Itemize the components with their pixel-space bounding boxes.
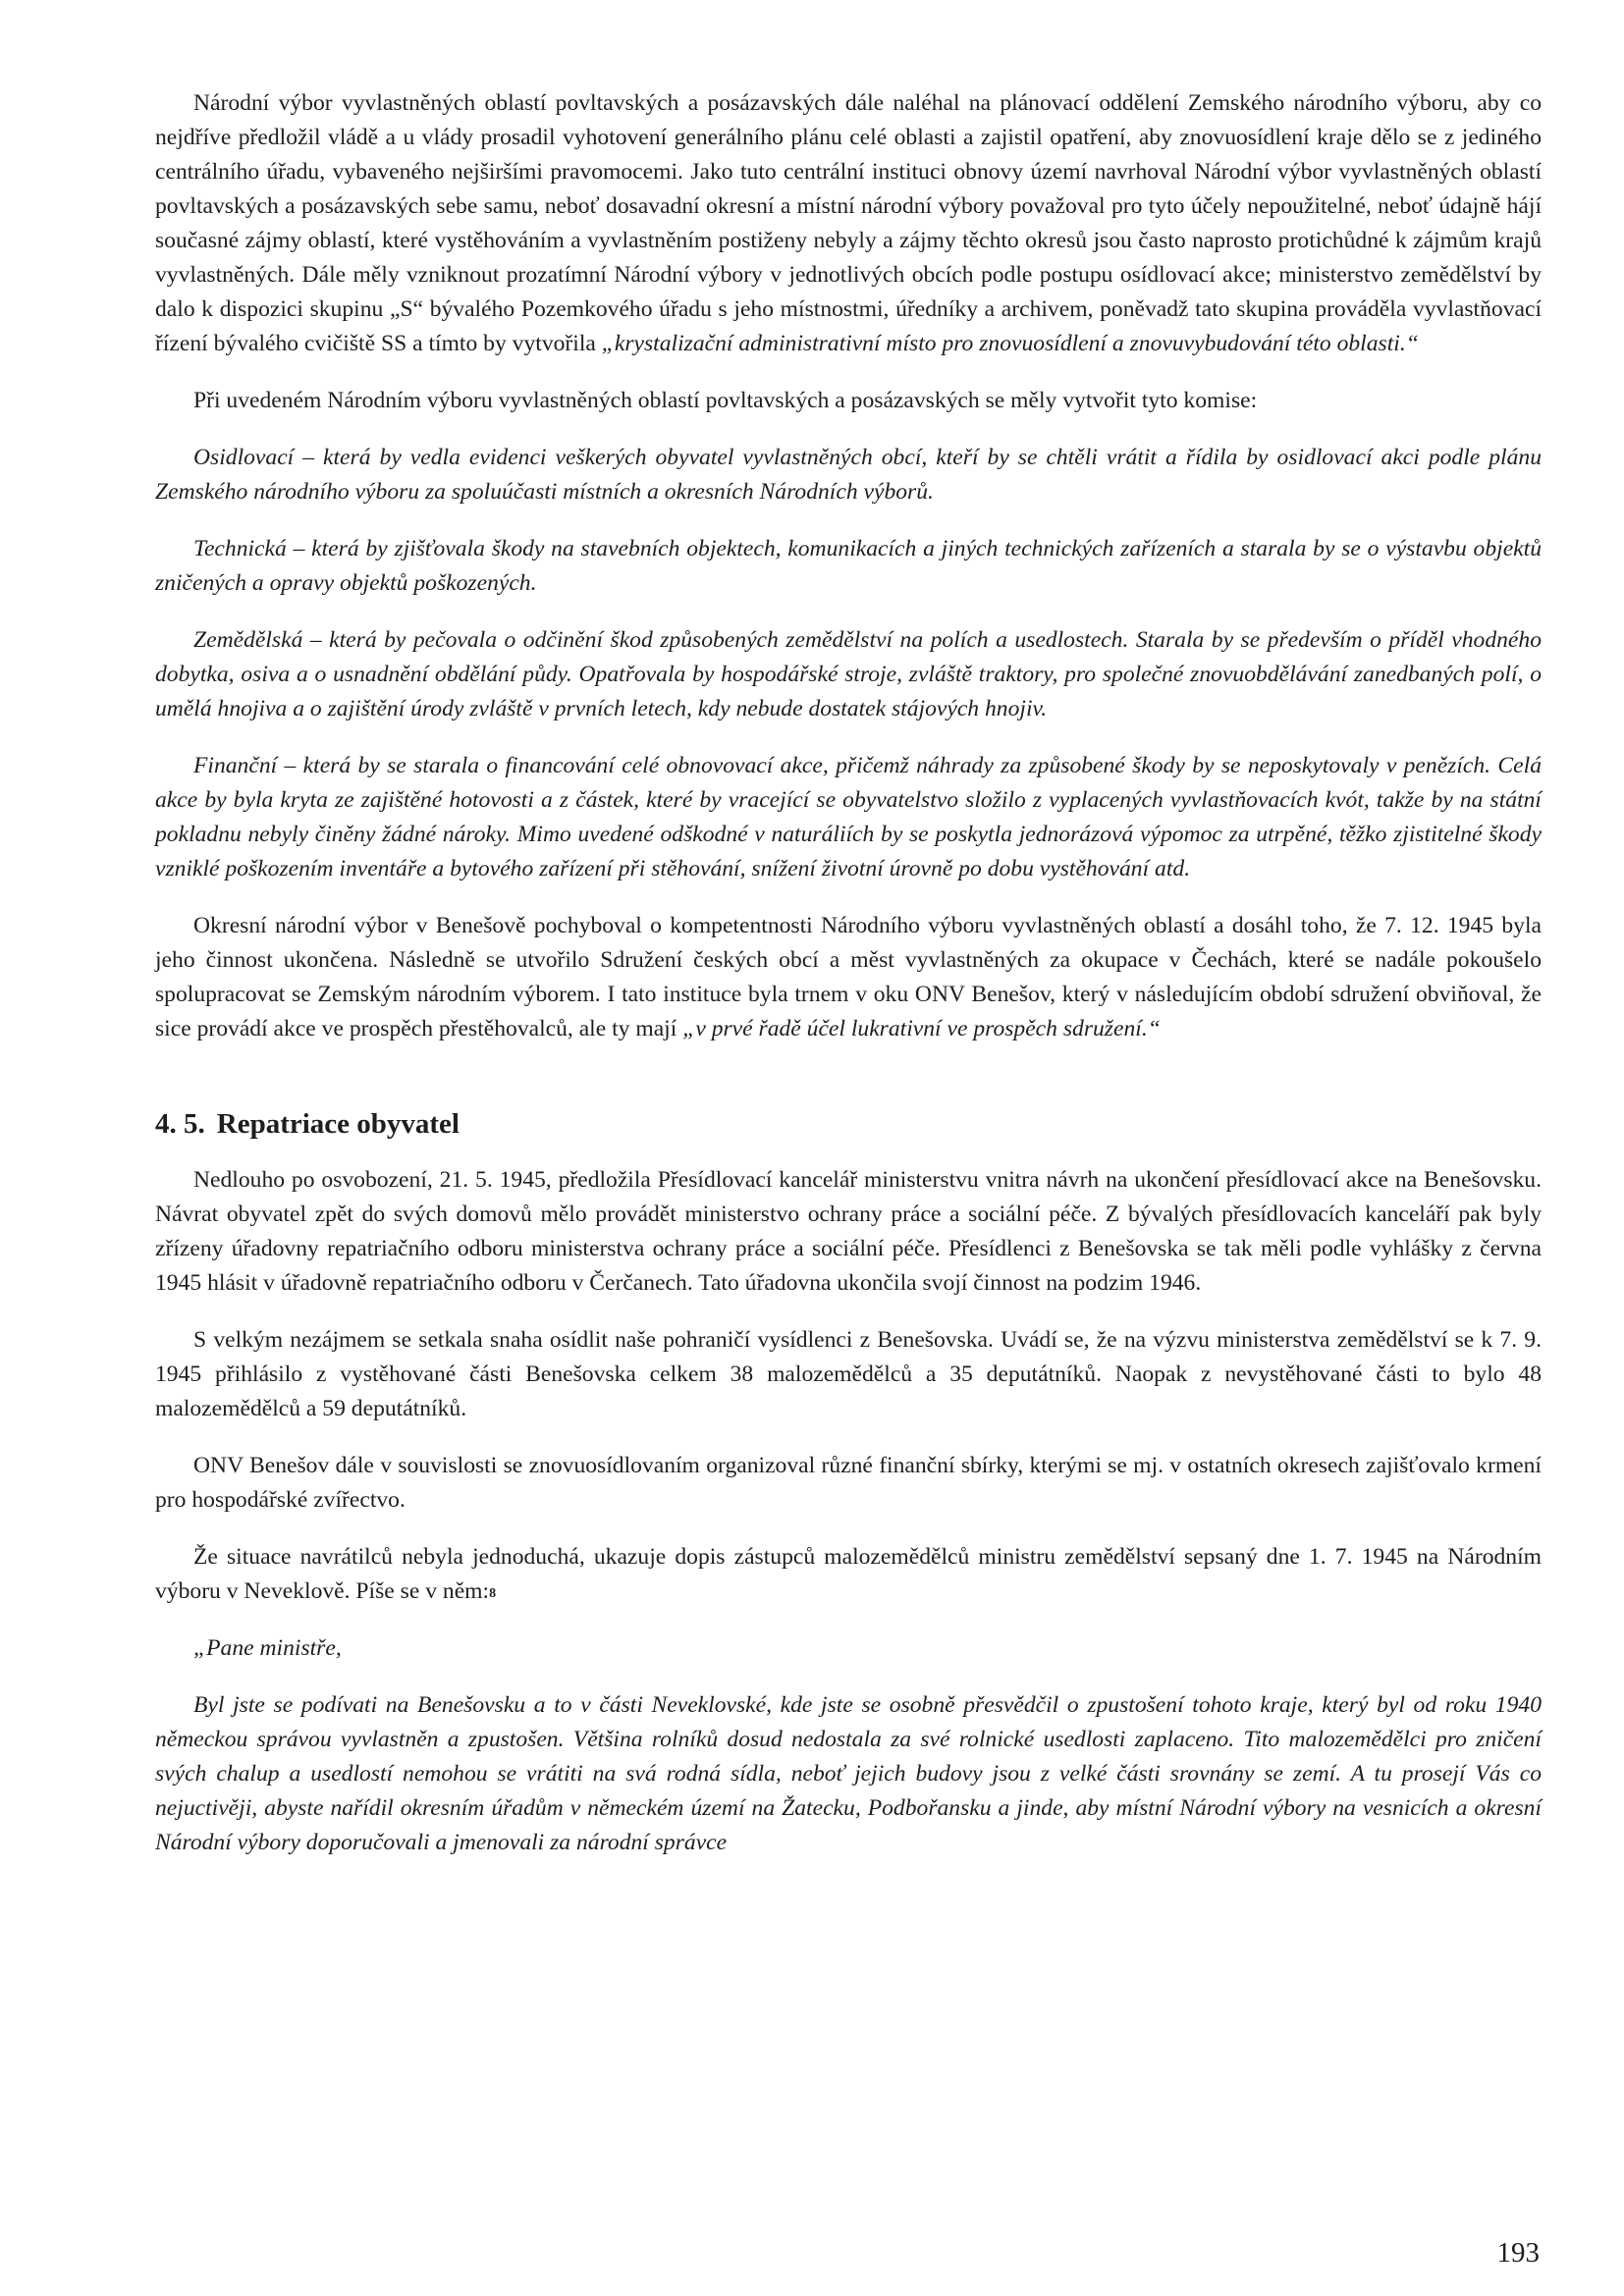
section-title: Repatriace obyvatel	[216, 1108, 460, 1140]
document-page	[155, 86, 1542, 1883]
section-number: 4. 5.	[155, 1108, 205, 1140]
commission-technical: Technická – která by zjišťovala škody na stavebních objektech, komunikacích a jiných technických zařízeních a starala by se o výstavbu objektů zničených a opravy objektů poškozených.	[155, 536, 1542, 596]
paragraph-text: Okresní národní výbor v Benešově pochyboval o kompetentnosti Národního výboru vyvlastněných oblastí a dosáhl toho, že 7. 12. 1945 byla jeho činnost ukončena. Následně se utvořilo Sdružení českých obcí a měst vyvlastněných za okupace v Čechách, které se nadále pokoušelo spolupracovat se Zemským národním výborem. I tato instituce byla trnem v oku ONV Benešov, který v následujícím období sdružení obviňoval, že sice provádí akce ve prospěch přestěhovalců, ale ty mají	[155, 913, 1542, 1041]
footnote-marker[interactable]: 8	[489, 1586, 497, 1601]
quoted-text: „v prvé řadě účel lukrativní ve prospěch sdružení.“	[682, 1016, 1161, 1041]
quoted-text: „krystalizační administrativní místo pro znovuosídlení a znovuvybudování této oblasti.“	[601, 331, 1419, 356]
commission-settlement: Osidlovací – která by vedla evidenci veškerých obyvatel vyvlastněných obcí, kteří by se chtěli vrátit a řídila by osidlovací akci podle plánu Zemského národního výboru za spoluúčasti místních a okresních Národních výborů.	[155, 445, 1542, 505]
paragraph-commissions-intro: Při uvedeném Národním výboru vyvlastněných oblastí povltavských a posázavských se měly vytvořit tyto komise:	[193, 388, 1258, 413]
letter-body: Byl jste se podívati na Benešovsku a to v části Neveklovské, kde jste se osobně přesvědčil o zpustošení tohoto kraje, který byl od roku 1940 německou správou vyvlastněn a zpustošen. Většina rolníků dosud nedostala za své rolnické usedlosti zaplaceno. Tito malozemědělci pro zničení svých chalup a usedlostí nemohou se vrátiti na svá rodná sídla, neboť jejich budovy jsou z velké části srovnány se zemí. A tu prosejí Vás co nejuctivěji, abyste nařídil okresním úřadům v německém území na Žatecku, Podbořansku a jinde, aby místní Národní výbory na vesnicích a okresní Národní výbory doporučovali a jmenovali za národní správce	[155, 1692, 1542, 1855]
letter-salutation: „Pane ministře,	[193, 1635, 342, 1661]
paragraph-onv-benesov	[155, 909, 1542, 1046]
section-heading	[155, 1106, 1542, 1142]
paragraph-text: Že situace navrátilců nebyla jednoduchá, ukazuje dopis zástupců malozemědělců ministru zemědělství sepsaný dne 1. 7. 1945 na Národním výboru v Neveklově. Píše se v něm:	[155, 1544, 1542, 1604]
commission-agricultural: Zemědělská – která by pečovala o odčinění škod způsobených zemědělství na polích a usedlostech. Starala by se především o příděl vhodného dobytka, osiva a o usnadnění obdělání půdy. Opatřovala by hospodářské stroje, zvláště traktory, pro společné znovuobdělávání zanedbaných polí, o umělá hnojiva a o zajištění úrody zvláště v prvních letech, kdy nebude dostatek stájových hnojiv.	[155, 627, 1542, 721]
paragraph-repatriation-3: ONV Benešov dále v souvislosti se znovuosídlovaním organizoval různé finanční sbírky, kterými se mj. v ostatních okresech zajišťovalo krmení pro hospodářské zvířectvo.	[155, 1453, 1542, 1513]
paragraph-repatriation-1: Nedlouho po osvobození, 21. 5. 1945, předložila Přesídlovací kancelář ministerstvu vnitra návrh na ukončení přesídlovací akce na Benešovsku. Návrat obyvatel zpět do svých domovů mělo provádět ministerstvo ochrany práce a sociální péče. Z bývalých přesídlovacích kanceláří pak byly zřízeny úřadovny repatriačního odboru ministerstva ochrany práce a sociální péče. Přesídlenci z Benešovska se tak měli podle vyhlášky z června 1945 hlásit v úřadovně repatriačního odboru v Čerčanech. Tato úřadovna ukončila svojí činnost na podzim 1946.	[155, 1167, 1542, 1296]
paragraph-repatriation-2: S velkým nezájmem se setkala snaha osídlit naše pohraničí vysídlenci z Benešovska. Uvádí se, že na výzvu ministerstva zemědělství se k 7. 9. 1945 přihlásilo z vystěhované části Benešovska celkem 38 malozemědělců a 35 deputátníků. Naopak z nevystěhované části to bylo 48 malozemědělců a 59 deputátníků.	[155, 1327, 1542, 1421]
page-number: 193	[1496, 2237, 1540, 2269]
paragraph-letter-intro	[155, 1540, 1542, 1609]
paragraph-text: Národní výbor vyvlastněných oblastí povltavských a posázavských dále naléhal na plánovací oddělení Zemského národního výboru, aby co nejdříve předložil vládě a u vlády prosadil vyhotovení generálního plánu celé oblasti a zajistil opatření, aby znovuosídlení kraje dělo se z jediného centrálního úřadu, vybaveného nejširšími pravomocemi. Jako tuto centrální instituci obnovy území navrhoval Národní výbor vyvlastněných oblastí povltavských a posázavských sebe samu, neboť dosavadní okresní a místní národní výbory považoval pro tyto účely nepoužitelné, neboť údajně hájí současné zájmy oblastí, které vystěhováním a vyvlastněním postiženy nebyly a zájmy těchto okresů jsou často naprosto protichůdné k zájmům krajů vyvlastněných. Dále měly vzniknout prozatímní Národní výbory v jednotlivých obcích podle postupu osídlovací akce; ministerstvo zemědělství by dalo k dispozici skupinu „S“ bývalého Pozemkového úřadu s jeho místnostmi, úředníky a archivem, poněvadž tato skupina prováděla vyvlastňovací řízení bývalého cvičiště SS a tímto by vytvořila	[155, 90, 1542, 356]
commission-financial: Finanční – která by se starala o financování celé obnovovací akce, přičemž náhrady za způsobené škody by se neposkytovaly v penězích. Celá akce by byla kryta ze zajištěné hotovosti a z částek, které by vracející se obyvatelstvo složilo z vyplacených vyvlastňovacích kvót, takže by na státní pokladnu nebyly činěny žádné nároky. Mimo uvedené odškodné v naturáliích by se poskytla jednorázová výpomoc za utrpěné, těžko zjistitelné škody vzniklé poškozením inventáře a bytového zařízení při stěhování, snížení životní úrovně po dobu vystěhování atd.	[155, 753, 1542, 881]
paragraph-national-committee	[155, 86, 1542, 361]
section-spacer	[155, 1069, 1542, 1106]
